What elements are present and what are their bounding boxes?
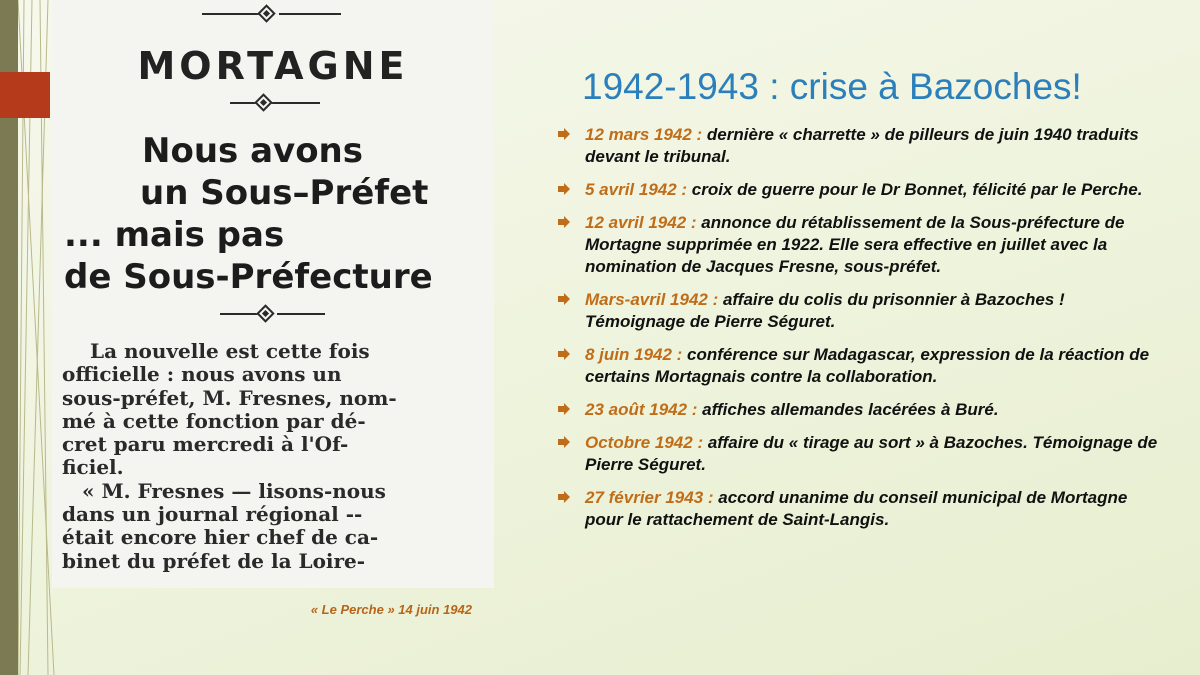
bullet-item [556,399,1168,421]
bullet-date: 5 avril 1942 : [585,180,688,199]
arrow-bullet-icon [557,182,571,196]
ornament-diamond [254,93,272,111]
clipping-body-line: cret paru mercredi à l'Of- [62,432,349,457]
bullet-text: dernière « charrette » de pilleurs de juin 1940 traduits devant le tribunal. [585,125,1139,166]
clipping-headline-line: ... mais pas [64,215,285,255]
clipping-body-line: sous-préfet, M. Fresnes, nom- [62,385,397,410]
bullet-date: Octobre 1942 : [585,433,704,452]
ornament-diamond [257,4,275,22]
arrow-bullet-icon [557,292,571,306]
bullet-item [556,124,1168,168]
clipping-body-line: binet du préfet de la Loire- [62,548,366,573]
bullet-text: affiches allemandes lacérées à Buré. [697,400,999,419]
bullet-item [556,432,1168,476]
clipping-body-line: officielle : nous avons un [62,362,342,387]
bullet-date: 12 mars 1942 : [585,125,703,144]
clipping-body-line: mé à cette fonction par dé- [62,408,366,433]
clipping-body-line: ficiel. [62,455,124,480]
bullet-text: conférence sur Madagascar, expression de la réaction de certains Mortagnais contre la collaboration. [585,345,1150,386]
bullet-text: accord unanime du conseil municipal de Mortagne pour le rattachement de Saint-Langis. [585,488,1128,529]
bullet-item [556,179,1168,201]
clipping-body-line: La nouvelle est cette fois [90,339,370,363]
clipping-headline-line: Nous avons [142,131,363,171]
newspaper-clipping [52,0,494,588]
clipping-body-line: dans un journal régional -- [62,502,363,527]
ornament-diamond [256,304,274,322]
bullet-date: 12 avril 1942 : [585,213,697,232]
bullet-date: 8 juin 1942 : [585,345,683,364]
arrow-bullet-icon [557,347,571,361]
clipping-body [62,339,480,573]
clipping-masthead: MORTAGNE [137,44,409,88]
clipping-caption: « Le Perche » 14 juin 1942 [310,602,472,617]
clipping-body-line: était encore hier chef de ca- [62,525,379,550]
arrow-bullet-icon [557,215,571,229]
arrow-bullet-icon [557,127,571,141]
bullet-date: Mars-avril 1942 : [585,290,719,309]
arrow-bullet-icon [557,490,571,504]
clipping-headline-line: de Sous-Préfecture [64,257,433,297]
red-accent-tab [0,72,50,118]
ornament-rule-right [274,102,320,104]
bullet-item [556,344,1168,388]
slide-title: 1942-1943 : crise à Bazoches! [582,66,1082,107]
bullet-text: affaire du « tirage au sort » à Bazoches. Témoignage de Pierre Séguret. [585,433,1158,474]
bullet-item [556,289,1168,333]
bullet-date: 23 août 1942 : [585,400,698,419]
ornament-rule-right [277,313,325,315]
ornament-rule-right [279,13,341,15]
arrow-bullet-icon [557,435,571,449]
bullet-text: annonce du rétablissement de la Sous-préfecture de Mortagne supprimée en 1922. Elle sera effective en juillet avec la nomination de Jacques Fresne, sous-préfet. [585,213,1125,276]
bullet-date: 27 février 1943 : [585,488,714,507]
bullet-list [556,124,1168,542]
arrow-bullet-icon [557,402,571,416]
bullet-item [556,212,1168,278]
ornament-rule-left [202,13,264,15]
bullet-text: croix de guerre pour le Dr Bonnet, félicité par le Perche. [687,180,1143,199]
bullet-text: affaire du colis du prisonnier à Bazoches ! Témoignage de Pierre Séguret. [585,290,1065,331]
clipping-body-line: « M. Fresnes — lisons-nous [82,478,386,503]
bullet-item [556,487,1168,531]
clipping-headline-line: un Sous–Préfet [140,173,429,213]
